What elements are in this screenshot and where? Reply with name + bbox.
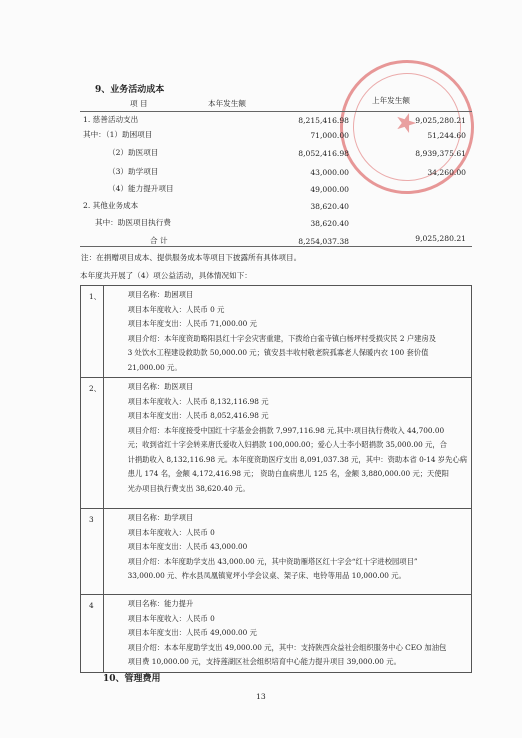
project-income: 项目本年度收入：人民币 8,132,116.98 元: [127, 396, 269, 406]
col-header-current-year: 本年发生额: [208, 99, 246, 108]
project-intro-line: 计捐助收入 8,132,116.98 元。本年度资助医疗支出 8,091,037.38 元，其中：资助本省 0-14 岁先心病: [127, 454, 467, 464]
cost-row-current: 71,000.00: [310, 131, 349, 140]
cost-row-last: 34,260.00: [427, 168, 466, 177]
activities-intro: 本年度共开展了（4）项公益活动，具体情况如下：: [80, 271, 252, 280]
project-income: 项目本年度收入：人民币 0: [127, 527, 215, 537]
table-bottom-rule: [80, 246, 472, 247]
project-name: 项目名称：助医项目: [127, 382, 194, 391]
table-row: [81, 595, 472, 673]
cost-row-label: （2）助医项目: [108, 148, 159, 157]
cost-row-current: 49,000.00: [310, 185, 349, 194]
project-expense: 项目本年度支出：人民币 71,000.00 元: [127, 319, 257, 328]
project-intro-line: 元；收到省红十字会转来唐氏爱收入妇捐款 100,000.00；爱心人士李小昭捐款 35,000.00 元，合: [127, 440, 447, 449]
project-name: 项目名称：能力提升: [127, 599, 194, 608]
disclosure-note: 注：在捐赠项目成本、提供服务成本等项目下披露所有具体项目。: [81, 253, 302, 262]
activity-detail: [103, 509, 471, 595]
cost-row-label: （4）能力提升项目: [108, 184, 174, 193]
seal-star-icon: ★: [389, 105, 422, 142]
project-intro-line: 21,000.00 元。: [127, 362, 182, 372]
activities-table: [80, 285, 472, 673]
activity-detail: [103, 595, 471, 673]
col-header-item: 项 目: [130, 99, 148, 108]
activity-index: 1、: [81, 286, 104, 378]
activity-index: 2、: [81, 378, 104, 509]
cost-row-current: 38,620.40: [310, 219, 349, 228]
cost-row-label: 2. 其他业务成本: [83, 201, 139, 210]
project-intro-line: 项目介绍：本年度助学支出 43,000.00 元，其中资助雁塔区红十字会“红十字进校园项目”: [127, 556, 418, 566]
project-intro-line: 患儿 174 名，金额 4,172,416.98 元； 资助白血病患儿 125 名，金额 3,880,000.00 元；天使阳: [127, 469, 449, 478]
project-intro-line: 3 处饮水工程建设救助款 50,000.00 元；镇安县丰收村敬老院孤寡老人保暖内衣 100 套价值: [127, 348, 429, 357]
project-intro-line: 项目介绍：本年度接受中国红十字基金会捐款 7,997,116.98 元,其中:项目执行费收入 44,700.00: [127, 425, 445, 435]
project-expense: 项目本年度支出：人民币 43,000.00: [127, 542, 248, 551]
table-row: [81, 286, 472, 378]
cost-row-last: 8,939,375.61: [415, 149, 466, 158]
cost-total-label: 合 计: [150, 236, 168, 245]
activity-index: 4: [81, 595, 104, 673]
project-expense: 项目本年度支出：人民币 49,000.00 元: [127, 628, 257, 637]
activity-detail: [103, 378, 471, 509]
cost-row-last: 9,025,280.21: [415, 116, 466, 125]
cost-row-last: 51,244.60: [427, 131, 466, 140]
col-header-last-year: 上年发生额: [372, 96, 410, 105]
cost-row-label: （3）助学项目: [108, 167, 159, 176]
cost-row-label: 其中：（1）助困项目: [83, 130, 153, 139]
project-name: 项目名称：助困项目: [127, 290, 194, 299]
table-row: [81, 378, 472, 509]
header-rule: [80, 111, 472, 112]
cost-total-last: 9,025,280.21: [415, 234, 466, 243]
cost-row-current: 38,620.40: [310, 202, 349, 211]
project-intro-line: 项目介绍：本本年度助学支出 49,000.00 元，其中：支持陕西众益社会组织服务中心 CEO 加油包: [127, 642, 447, 652]
section-10-title: 10、管理费用: [103, 674, 161, 684]
cost-row-current: 8,215,416.98: [298, 116, 349, 125]
activity-detail: [103, 286, 471, 378]
cost-row-label: 其中：助医项目执行费: [95, 218, 171, 227]
cost-row-label: 1. 慈善活动支出: [83, 115, 139, 124]
activity-index: 3: [81, 509, 104, 595]
cost-row-current: 8,052,416.98: [298, 149, 349, 158]
section-9-title: 9、业务活动成本: [95, 85, 165, 95]
project-income: 项目本年度收入：人民币 0: [127, 613, 215, 623]
page-number: 13: [256, 692, 266, 701]
cost-row-current: 43,000.00: [310, 168, 349, 177]
project-name: 项目名称：助学项目: [127, 513, 194, 522]
cost-total-current: 8,254,037.38: [298, 237, 349, 246]
project-expense: 项目本年度支出：人民币 8,052,416.98 元: [127, 411, 269, 420]
project-intro-line: 项目费 10,000.00 元，支持莲湖区社会组织培育中心能力提升项目 39,000.00 元。: [127, 657, 401, 666]
table-row: [81, 509, 472, 595]
project-intro-line: 光办项目执行费支出 38,620.40 元。: [127, 483, 250, 493]
project-intro-line: 项目介绍：本年度资助略阳县红十字会灾害重建，下拨给白雀寺镇白杨坪村受损灾民 2 户建房及: [127, 333, 437, 343]
project-income: 项目本年度收入：人民币 0 元: [127, 304, 225, 314]
project-intro-line: 33,000.00 元、柞水县凤凰镇宽坪小学会议桌、架子床、电铃等用品 10,000.00 元。: [127, 571, 406, 580]
